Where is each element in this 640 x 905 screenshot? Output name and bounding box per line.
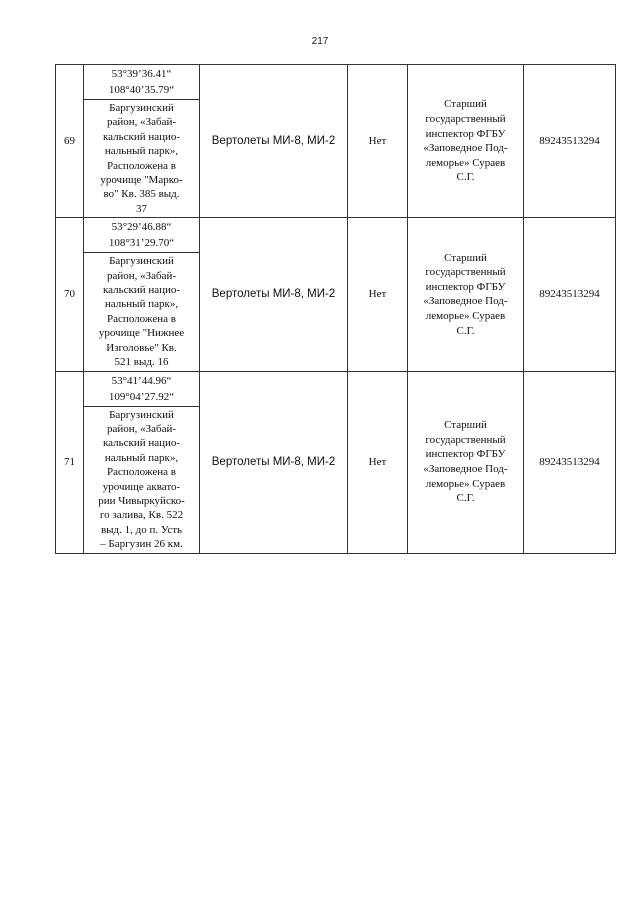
transport-cell: Вертолеты МИ-8, МИ-2 (200, 371, 348, 553)
transport-cell: Вертолеты МИ-8, МИ-2 (200, 218, 348, 371)
inspector-line: «Заповедное Под- (423, 142, 508, 155)
location-line: Баргузинский (109, 102, 174, 114)
coordinates-cell (84, 218, 200, 253)
latitude: 53°29’46.88“ (111, 221, 172, 234)
inspector-line: инспектор ФГБУ (425, 448, 506, 461)
inspector-line: Старший (444, 419, 487, 432)
location-cell (84, 406, 200, 553)
page-number: 217 (311, 36, 329, 47)
inspector-cell (408, 65, 524, 218)
availability-cell: Нет (348, 65, 408, 218)
row-number: 69 (56, 65, 84, 218)
inspector-line: С.Г. (456, 324, 475, 337)
inspector-line: леморье» Сураев (425, 309, 506, 322)
inspector-line: государственный (425, 433, 506, 446)
inspector-line: «Заповедное Под- (423, 295, 508, 308)
transport-cell: Вертолеты МИ-8, МИ-2 (200, 65, 348, 218)
phone-cell: 89243513294 (524, 65, 616, 218)
location-line: кальский нацио- (102, 130, 181, 143)
inspector-line: государственный (425, 266, 506, 279)
location-line: нальный парк», (104, 145, 179, 158)
location-line: Баргузинский (109, 255, 174, 268)
location-line: Расположена в (107, 312, 176, 325)
location-line: кальский нацио- (102, 284, 181, 297)
location-line: рии Чивыркуйско- (98, 494, 185, 507)
location-cell (84, 100, 200, 218)
helipad-table (55, 64, 616, 554)
longitude: 108°40’35.79“ (108, 84, 175, 96)
inspector-line: Старший (444, 98, 487, 111)
coordinates-cell (84, 65, 200, 100)
inspector-line: С.Г. (456, 171, 475, 184)
coordinates-cell (84, 371, 200, 406)
location-line: выд. 1, до п. Усть (100, 523, 183, 536)
location-line: 37 (136, 202, 147, 215)
location-line: во" Кв. 385 выд. (103, 188, 180, 201)
longitude: 108°31’29.70“ (108, 237, 175, 250)
location-line: район, «Забай- (106, 269, 177, 282)
location-line: кальский нацио- (102, 437, 181, 450)
location-cell (84, 253, 200, 371)
location-line: Баргузинский (109, 408, 174, 421)
inspector-line: инспектор ФГБУ (425, 280, 506, 293)
row-number: 71 (56, 371, 84, 553)
inspector-line: «Заповедное Под- (423, 463, 508, 476)
phone-cell: 89243513294 (524, 371, 616, 553)
location-line: – Баргузин 26 км. (100, 538, 183, 551)
row-number: 70 (56, 218, 84, 371)
inspector-line: государственный (425, 112, 506, 125)
inspector-line: инспектор ФГБУ (425, 127, 506, 140)
inspector-line: леморье» Сураев (425, 156, 506, 169)
latitude: 53°41’44.96“ (111, 374, 172, 387)
longitude: 109°04’27.92“ (108, 390, 175, 403)
location-line: урочище "Марко- (100, 174, 183, 187)
location-line: нальный парк», (104, 451, 179, 464)
location-line: Расположена в (107, 466, 176, 479)
table-row (56, 371, 616, 406)
availability-cell: Нет (348, 218, 408, 371)
phone-cell: 89243513294 (524, 218, 616, 371)
location-line: 521 выд. 16 (114, 356, 169, 369)
location-line: урочище "Нижнее (98, 327, 185, 340)
location-line: урочище аквато- (102, 480, 181, 493)
latitude: 53°39’36.41“ (111, 68, 172, 80)
location-line: район, «Забай- (106, 116, 177, 129)
inspector-line: леморье» Сураев (425, 477, 506, 490)
table-row (56, 65, 616, 100)
table-row (56, 218, 616, 253)
availability-cell: Нет (348, 371, 408, 553)
location-line: Изголовье" Кв. (106, 341, 177, 354)
inspector-line: Старший (444, 251, 487, 264)
inspector-line: С.Г. (456, 492, 475, 505)
location-line: район, «Забай- (106, 422, 177, 435)
location-line: Расположена в (107, 159, 176, 172)
location-line: нальный парк», (104, 298, 179, 311)
inspector-cell (408, 371, 524, 553)
location-line: го залива, Кв. 522 (99, 509, 184, 522)
inspector-cell (408, 218, 524, 371)
